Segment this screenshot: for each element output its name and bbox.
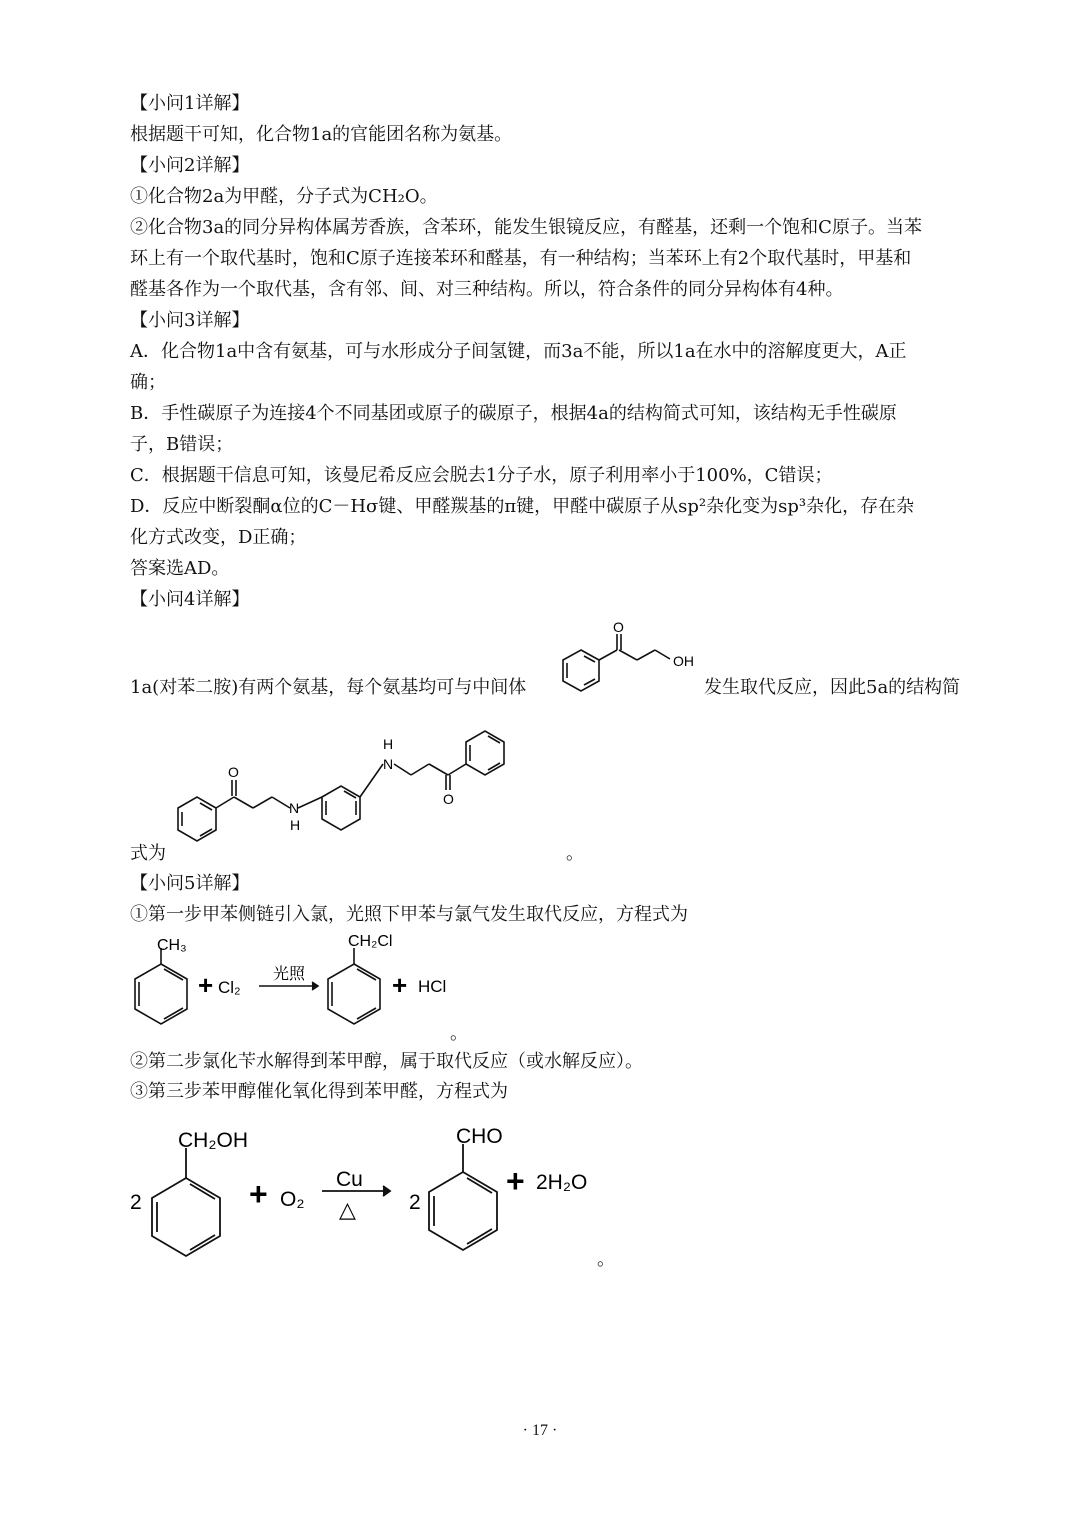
product-h-right-label: H [383,736,394,752]
q5-step1: ①第一步甲苯侧链引入氯，光照下甲苯与氯气发生取代反应，方程式为 [130,904,688,925]
intermediate-structure [555,618,715,700]
q2-line1: ①化合物2a为甲醛，分子式为CH₂O。 [130,186,438,207]
q3-lineD2: 化方式改变，D正确； [130,527,307,548]
q4-end-mark: 。 [566,843,584,864]
q4-line-formula: 式为 [130,843,166,864]
product-n-right-label: N [383,756,394,772]
q3-heading: 【小问3详解】 [130,310,250,331]
q3-answer: 答案选AD。 [130,558,230,579]
q1-heading: 【小问1详解】 [130,93,250,114]
q5-step2: ②第二步氯化苄水解得到苯甲醇，属于取代反应（或水解反应）。 [130,1051,643,1072]
eq1-reagent: Cl₂ [218,978,241,997]
eq1-plus2: + [392,970,408,1000]
q3-lineB2: 子，B错误； [130,434,234,455]
eq2-plus2: + [506,1163,525,1199]
product-5a-structure [168,728,568,860]
eq2-product-sub: CHO [456,1125,503,1148]
eq2-plus1: + [249,1176,268,1212]
q3-lineA2: 确； [130,372,166,393]
eq2-coef1: 2 [130,1191,142,1214]
q4-heading: 【小问4详解】 [130,589,250,610]
eq2-condition-bottom: △ [339,1197,356,1222]
q3-lineC: C．根据题干信息可知，该曼尼希反应会脱去1分子水，原子利用率小于100%，C错误； [130,465,833,486]
q3-lineA1: A．化合物1a中含有氨基，可与水形成分子间氢键，而3a不能，所以1a在水中的溶解度更大，A正 [130,341,907,362]
eq2-coef2: 2 [409,1191,421,1214]
q2-line3: 环上有一个取代基时，饱和C原子连接苯环和醛基，有一种结构；当苯环上有2个取代基时，甲基和 [130,248,912,269]
eq2-byproduct: 2H₂O [536,1171,588,1194]
eq2-end-mark: 。 [597,1249,615,1270]
product-o-right-label: O [443,791,454,807]
eq1-byproduct: HCl [418,977,447,996]
q4-line-before: 1a(对苯二胺)有两个氨基，每个氨基均可与中间体 [130,677,527,698]
q5-step3: ③第三步苯甲醇催化氧化得到苯甲醛，方程式为 [130,1081,508,1102]
eq1-end-mark: 。 [450,1023,468,1044]
equation-2 [126,1112,606,1262]
q4-line-after: 发生取代反应，因此5a的结构简 [704,677,961,698]
eq2-reactant-sub: CH₂OH [178,1129,248,1152]
eq2-condition-top: Cu [336,1168,363,1191]
q3-lineB1: B．手性碳原子为连接4个不同基团或原子的碳原子，根据4a的结构简式可知，该结构无手性碳原 [130,403,897,424]
eq2-reagent: O₂ [280,1188,305,1211]
product-n-left-label: N [289,800,300,816]
product-h-left-label: H [290,817,301,833]
eq1-condition: 光照 [273,964,306,983]
equation-1 [126,930,486,1032]
intermediate-o-label: O [613,619,624,635]
eq1-plus1: + [198,970,214,1000]
page-number: · 17 · [522,1422,558,1439]
eq1-product-sub: CH₂Cl [348,933,393,950]
eq1-reactant-sub: CH₃ [157,937,187,954]
q2-line4: 醛基各作为一个取代基，含有邻、间、对三种结构。所以，符合条件的同分异构体有4种。 [130,279,844,300]
q2-line2: ②化合物3a的同分异构体属芳香族，含苯环，能发生银镜反应，有醛基，还剩一个饱和C原子。当苯 [130,217,922,238]
q3-lineD1: D．反应中断裂酮α位的C－Hσ键、甲醛羰基的π键，甲醛中碳原子从sp²杂化变为sp³杂化，存在杂 [130,496,915,517]
product-o-left-label: O [228,764,239,780]
intermediate-oh-label: OH [673,653,694,669]
q1-line: 根据题干可知，化合物1a的官能团名称为氨基。 [130,124,513,145]
q5-heading: 【小问5详解】 [130,873,250,894]
q2-heading: 【小问2详解】 [130,155,250,176]
